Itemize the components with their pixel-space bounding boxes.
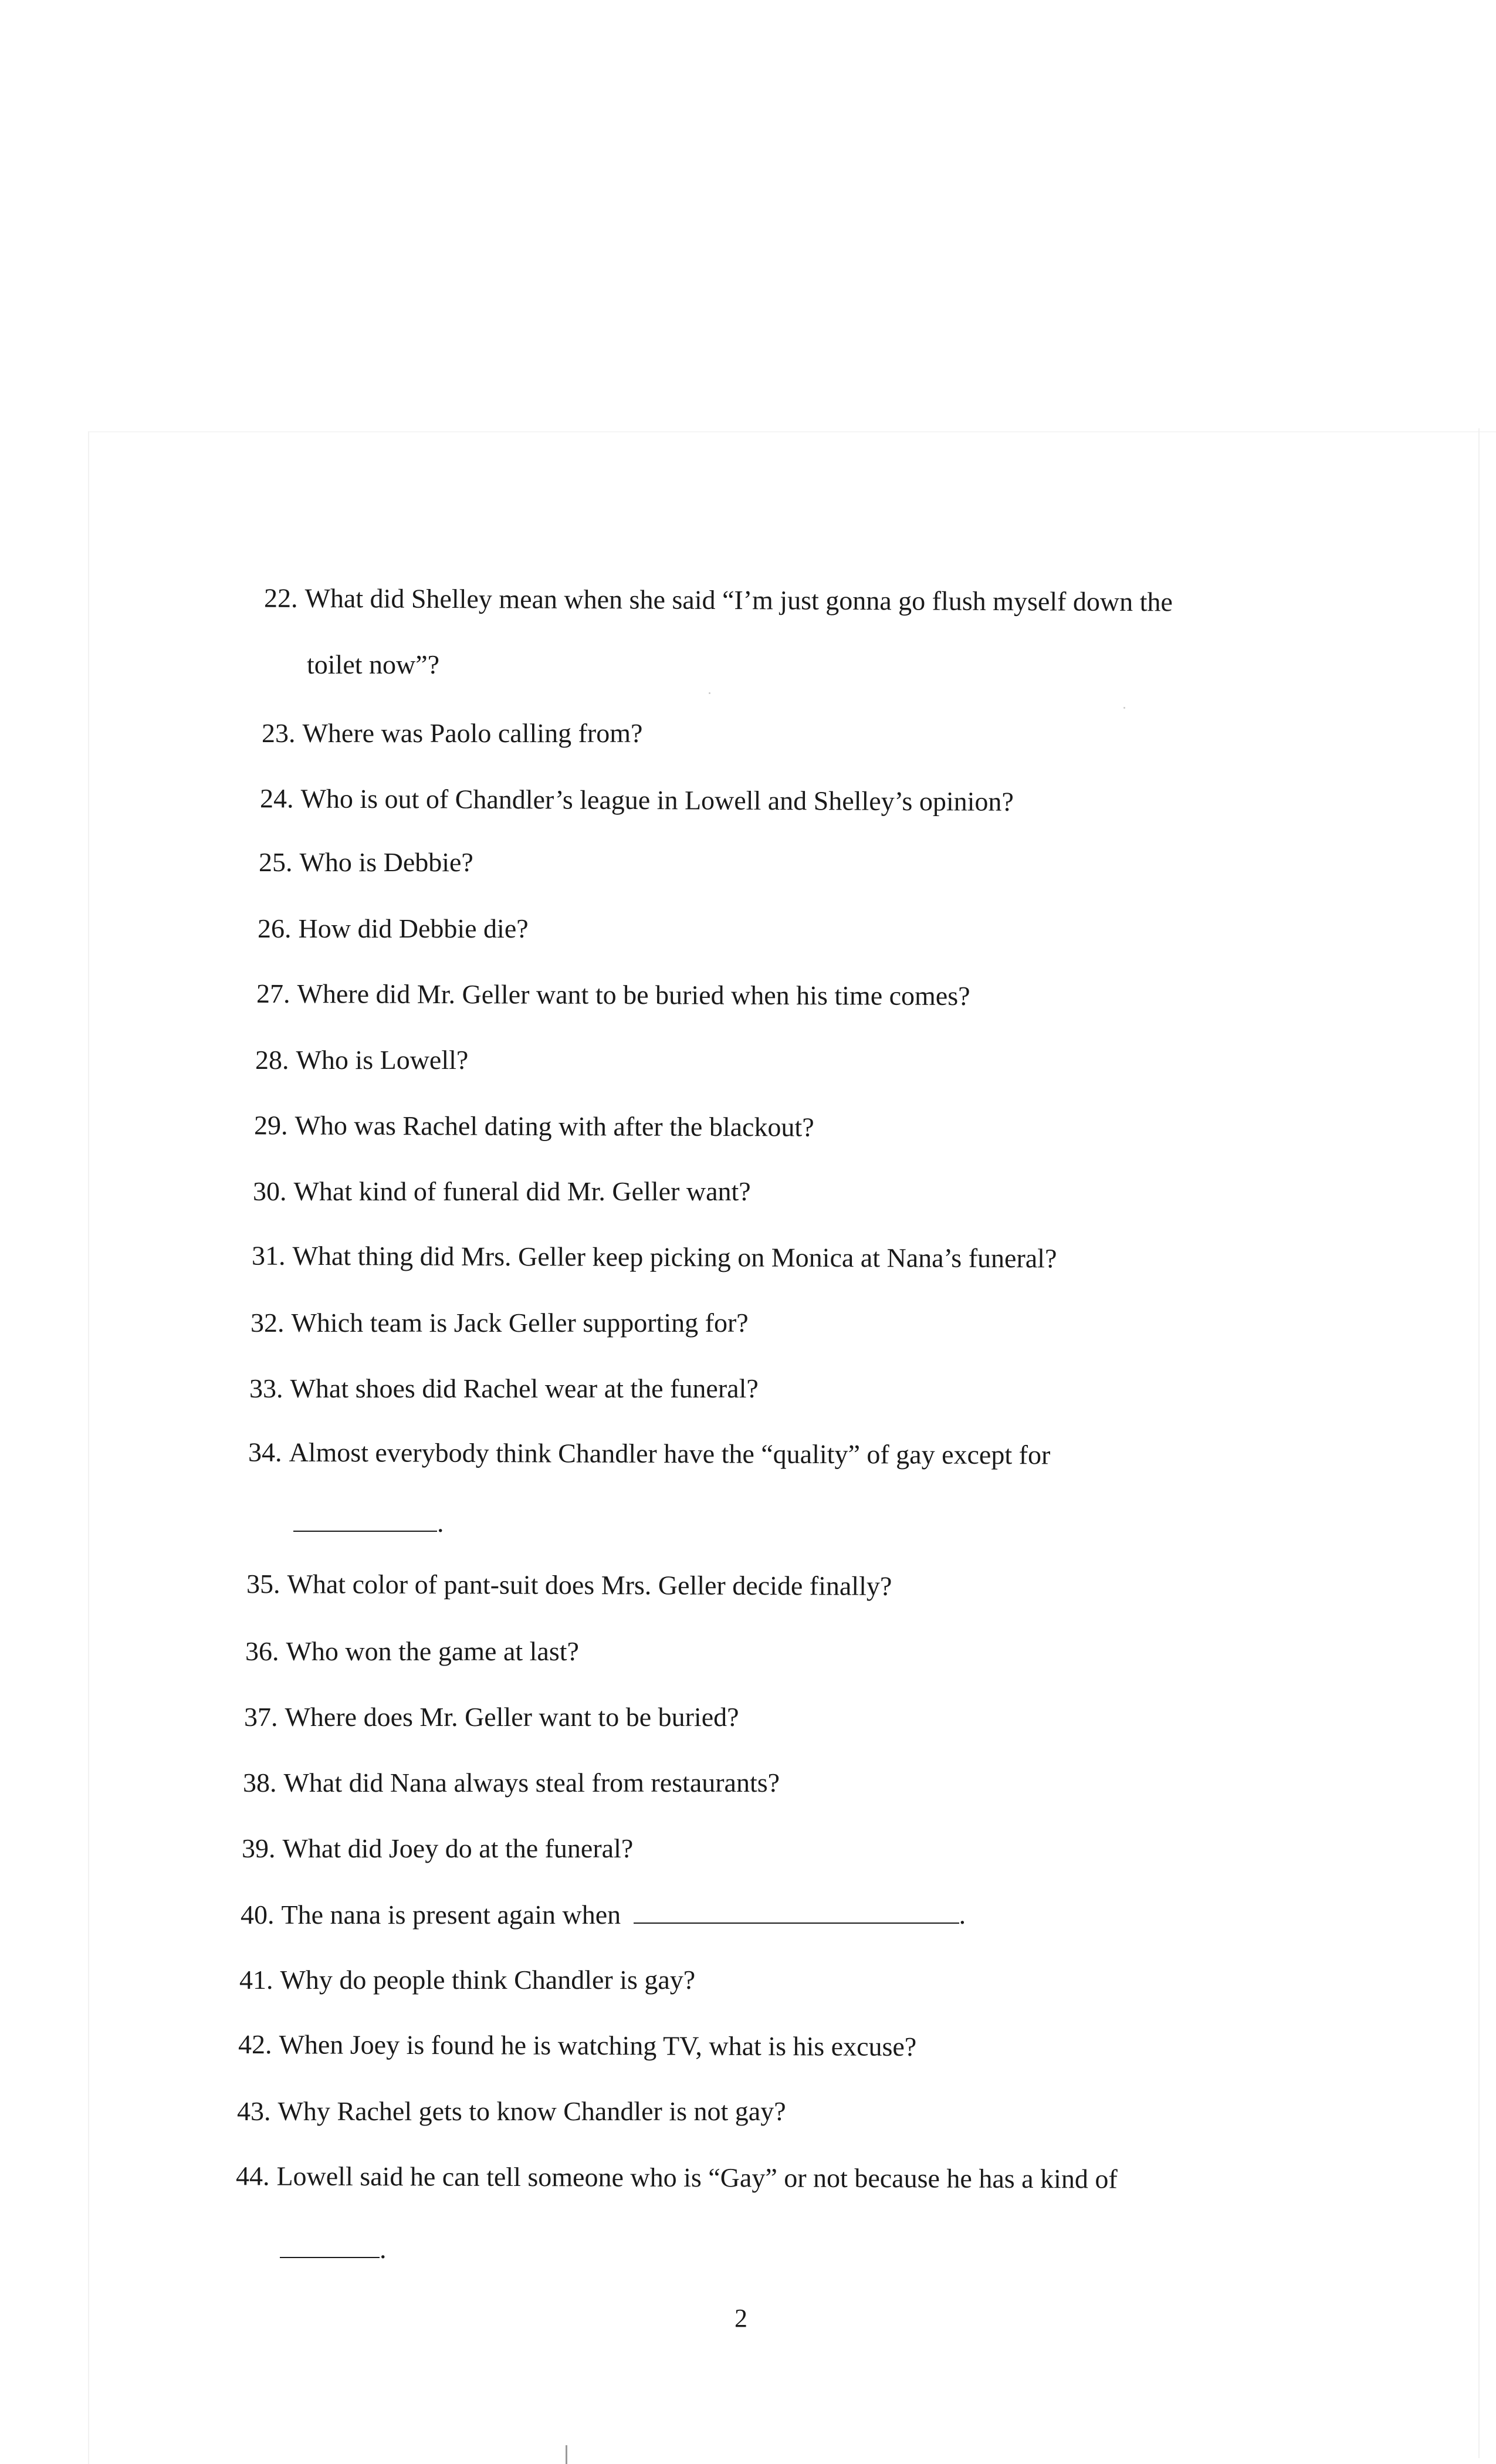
question-36 <box>245 1634 579 1669</box>
question-35 <box>246 1566 892 1604</box>
question-text: How did Debbie die? <box>298 913 529 943</box>
question-40 <box>241 1897 966 1932</box>
question-text: Where did Mr. Geller want to be buried when his time comes? <box>297 979 970 1011</box>
question-text: What did Shelley mean when she said “I’m just gonna go flush myself down the <box>304 583 1173 617</box>
scan-speck <box>1123 707 1125 709</box>
question-number: 24. <box>259 783 294 814</box>
question-number: 29. <box>253 1110 288 1140</box>
question-text: Who is Debbie? <box>299 847 473 877</box>
question-34-answer-blank[interactable] <box>293 1505 444 1541</box>
question-23 <box>262 716 642 751</box>
page-right-shadow <box>1478 428 1480 2458</box>
question-number: 23. <box>262 718 296 748</box>
question-30 <box>253 1174 751 1209</box>
question-text: Why do people think Chandler is gay? <box>280 1965 696 1995</box>
question-number: 27. <box>256 978 290 1009</box>
question-text: Who is Lowell? <box>296 1045 469 1075</box>
question-39 <box>242 1831 633 1866</box>
question-number: 38. <box>243 1768 277 1798</box>
question-42 <box>238 2027 916 2064</box>
question-43 <box>237 2094 786 2129</box>
question-number: 44. <box>235 2161 270 2191</box>
question-text: Lowell said he can tell someone who is “Gay” or not because he has a kind of <box>276 2161 1118 2194</box>
fill-in-blank[interactable] <box>280 2231 380 2258</box>
question-28 <box>255 1043 468 1078</box>
question-32 <box>251 1305 749 1341</box>
question-number: 33. <box>249 1373 283 1403</box>
fill-in-blank[interactable] <box>293 1505 437 1532</box>
question-number: 41. <box>239 1965 273 1995</box>
question-number: 34. <box>248 1437 282 1467</box>
question-number: 30. <box>253 1176 287 1206</box>
question-text: The nana is present again when <box>281 1900 621 1930</box>
question-text: Almost everybody think Chandler have the “quality” of gay except for <box>289 1437 1051 1470</box>
question-44 <box>236 2158 1118 2196</box>
binding-mark <box>566 2445 567 2464</box>
question-number: 42. <box>238 2029 272 2060</box>
question-text: What did Nana always steal from restaurants? <box>283 1768 780 1798</box>
question-26 <box>258 911 529 946</box>
question-22-continuation <box>307 647 439 682</box>
question-text: Who is out of Chandler’s league in Lowell and Shelley’s opinion? <box>300 783 1014 817</box>
question-text: Where does Mr. Geller want to be buried? <box>285 1702 739 1732</box>
question-text: What thing did Mrs. Geller keep picking on Monica at Nana’s funeral? <box>292 1240 1057 1274</box>
question-number: 25. <box>259 847 293 877</box>
question-text: What color of pant-suit does Mrs. Geller decide finally? <box>287 1569 892 1601</box>
question-number: 37. <box>244 1702 278 1732</box>
question-27 <box>256 976 970 1014</box>
blank-period: . <box>380 2234 387 2264</box>
question-22 <box>264 581 1173 620</box>
scan-speck <box>709 692 710 694</box>
question-text: Why Rachel gets to know Chandler is not gay? <box>277 2096 786 2126</box>
question-number: 35. <box>246 1569 280 1599</box>
question-44-answer-blank[interactable] <box>280 2231 387 2267</box>
question-number: 43. <box>237 2096 271 2126</box>
question-37 <box>244 1700 739 1735</box>
question-text: Who was Rachel dating with after the blackout? <box>295 1110 814 1142</box>
question-text: Where was Paolo calling from? <box>302 718 643 748</box>
question-34 <box>248 1435 1051 1473</box>
question-text: When Joey is found he is watching TV, what is his excuse? <box>279 2029 917 2062</box>
question-text: What kind of funeral did Mr. Geller want? <box>293 1176 751 1206</box>
question-number: 39. <box>242 1833 276 1863</box>
question-number: 31. <box>251 1240 286 1271</box>
question-number: 28. <box>255 1045 289 1075</box>
blank-period: . <box>437 1508 444 1538</box>
question-number: 36. <box>245 1636 279 1666</box>
question-33 <box>249 1371 759 1406</box>
question-text: Which team is Jack Geller supporting for? <box>291 1308 749 1338</box>
question-text: Who won the game at last? <box>286 1636 579 1666</box>
blank-period: . <box>959 1900 966 1930</box>
question-38 <box>243 1765 780 1800</box>
question-text: What shoes did Rachel wear at the funeral? <box>290 1373 759 1403</box>
question-29 <box>254 1108 814 1145</box>
page-number: 2 <box>735 2304 747 2333</box>
question-text-continued: toilet now”? <box>307 649 440 679</box>
question-25 <box>259 845 473 880</box>
question-31 <box>252 1238 1057 1277</box>
fill-in-blank[interactable] <box>634 1897 959 1924</box>
question-number: 26. <box>258 913 292 943</box>
question-text: What did Joey do at the funeral? <box>282 1833 634 1863</box>
question-number: 22. <box>263 583 298 613</box>
question-number: 40. <box>241 1900 275 1930</box>
question-24 <box>260 781 1014 820</box>
question-number: 32. <box>251 1308 285 1338</box>
question-41 <box>239 1962 695 1998</box>
